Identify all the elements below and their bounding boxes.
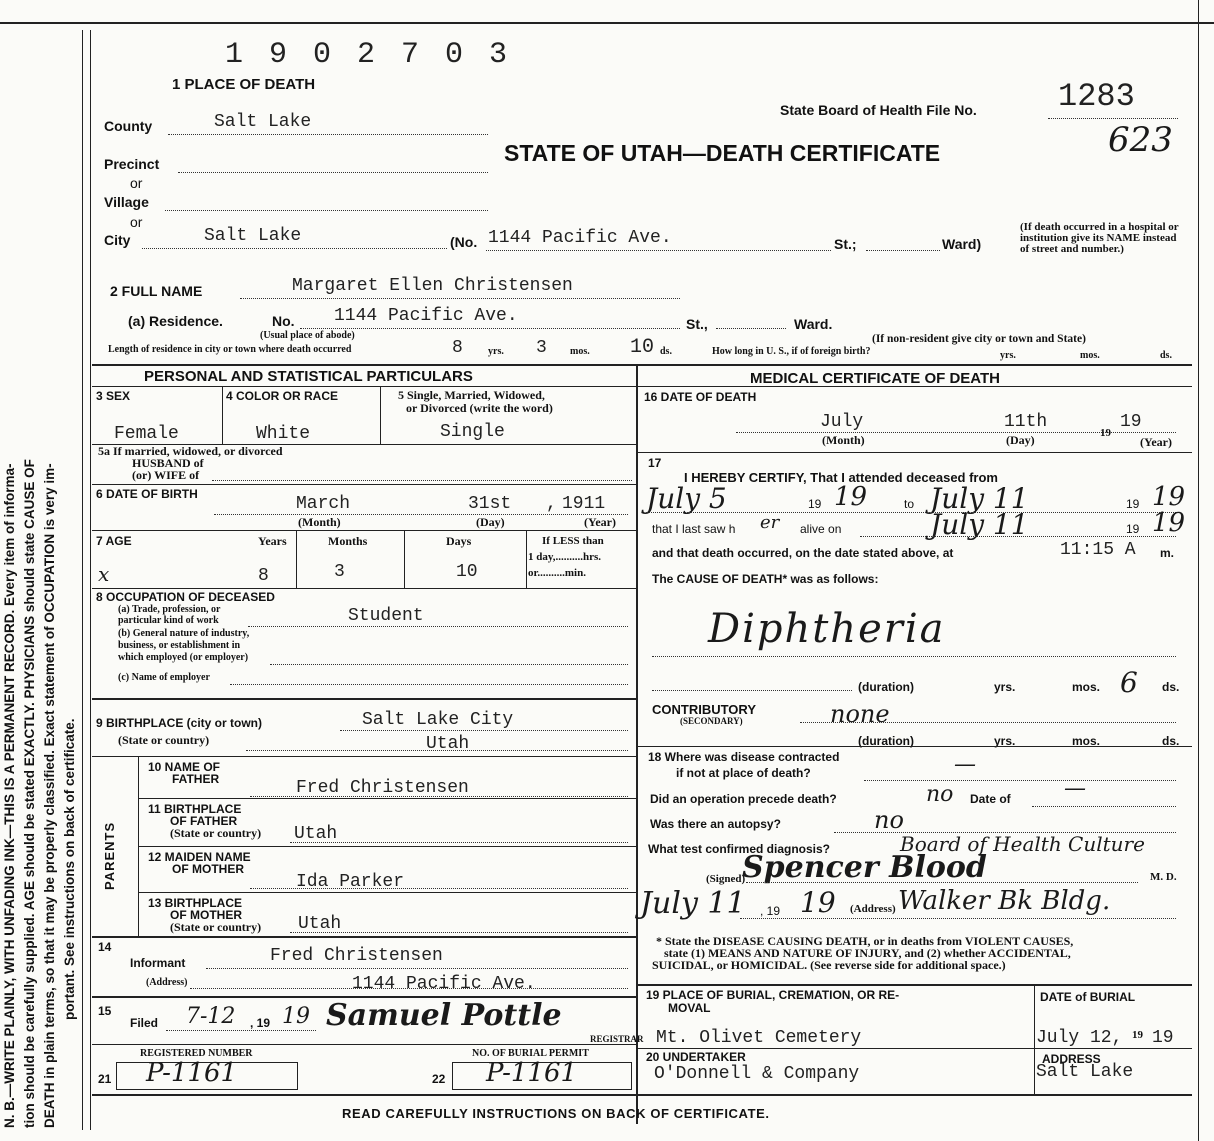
footnote-3: SUICIDAL, or HOMICIDAL. (See reverse side for additional space.)	[652, 958, 1006, 972]
marital-label-1: 5 Single, Married, Widowed,	[398, 388, 545, 402]
filed-year: 19	[282, 1004, 310, 1029]
operation-label: Did an operation precede death?	[650, 792, 837, 806]
top-border	[0, 22, 1214, 24]
alive-label: alive on	[800, 522, 842, 536]
margin-line-3: DEATH in plain terms, so that it may be properly classified. Exact statement of OCCUPATION is very im-	[42, 463, 57, 1128]
death-date-label: 16 DATE OF DEATH	[644, 390, 757, 404]
occ-a-2: particular kind of work	[118, 615, 219, 626]
footnote-2: state (1) MEANS AND NATURE OF INJURY, and (2) whether ACCIDENTAL,	[664, 946, 1071, 960]
precinct-label: Precinct	[104, 156, 160, 172]
occ-b-3: which employed (or employer)	[118, 652, 249, 663]
village-label: Village	[104, 194, 149, 210]
length-mos: 3	[536, 338, 547, 358]
column-divider	[636, 364, 638, 1124]
father-bp-label-1: 11 BIRTHPLACE	[148, 802, 242, 816]
age-mark: x	[98, 562, 110, 586]
or-1: or	[130, 175, 143, 191]
margin-line-1: N. B.—WRITE PLAINLY, WITH UNFADING INK—THIS IS A PERMANENT RECORD. Every item of informa-	[2, 463, 17, 1128]
hospital-note: (If death occurred in a hospital or institution give its NAME instead of street and number.)	[1020, 221, 1179, 255]
dob-year-caption: (Year)	[584, 515, 616, 529]
operation-date-label: Date of	[970, 792, 1011, 806]
to-label: to	[904, 497, 915, 511]
residence-no-label: No.	[272, 313, 295, 329]
registered-number-no: 21	[98, 1072, 112, 1086]
nonresident-note: (If non-resident give city or town and State)	[872, 333, 1086, 345]
occupation-value: Student	[348, 606, 424, 626]
death-year-prefix: 19	[1100, 427, 1111, 439]
age-years-label: Years	[258, 534, 287, 548]
informant-address: 1144 Pacific Ave.	[352, 974, 536, 994]
spouse-label-2: HUSBAND of	[132, 456, 204, 470]
attended-to: July 11	[930, 482, 1029, 515]
or-2: or	[130, 214, 143, 230]
certify-label: I HEREBY CERTIFY, That I attended deceased from	[684, 470, 998, 485]
dob-day-caption: (Day)	[476, 515, 505, 529]
sex-label: 3 SEX	[96, 389, 131, 403]
residence-st-label: St.,	[686, 316, 708, 332]
mother-name-label-1: 12 MAIDEN NAME	[148, 850, 251, 864]
cause-value: Diphtheria	[708, 606, 946, 652]
dob-year-prefix: ,	[546, 494, 557, 514]
to-year: 19	[1152, 482, 1186, 512]
undertaker-label: 20 UNDERTAKER	[646, 1050, 746, 1064]
last-saw-year-prefix: 19	[1126, 522, 1140, 536]
test-value: Board of Health Culture	[900, 832, 1145, 856]
last-saw-year: 19	[1152, 508, 1186, 538]
age-label: 7 AGE	[96, 534, 132, 548]
residence-label: (a) Residence.	[128, 313, 223, 329]
operation-value: no	[926, 782, 954, 807]
file-no-2: 623	[1108, 120, 1173, 160]
county-label: County	[104, 118, 153, 134]
burial-permit: P-1161	[486, 1058, 578, 1088]
contrib-yrs-label: yrs.	[994, 734, 1016, 748]
residence-ward-label: Ward.	[794, 316, 833, 332]
birthplace-city: Salt Lake City	[362, 710, 514, 730]
us-yrs: yrs.	[1000, 350, 1016, 361]
spouse-label-3: (or) WIFE of	[132, 468, 200, 482]
mother-bp-label-1: 13 BIRTHPLACE	[148, 896, 243, 910]
occ-b-1: (b) General nature of industry,	[118, 628, 250, 639]
contracted-label-1: 18 Where was disease contracted	[648, 750, 840, 764]
father-name: Fred Christensen	[296, 778, 469, 798]
file-no: 1283	[1058, 78, 1135, 115]
mother-bp-label-2: OF MOTHER	[170, 908, 242, 922]
place-of-death-label: 1 PLACE OF DEATH	[172, 76, 316, 93]
informant-number: 14	[98, 940, 112, 954]
dob-label: 6 DATE OF BIRTH	[96, 487, 198, 501]
usual-place-caption: (Usual place of abode)	[260, 330, 355, 341]
father-bp-label-3: (State or country)	[170, 826, 262, 840]
sign-year: 19	[800, 886, 836, 919]
undertaker-value: O'Donnell & Company	[654, 1064, 860, 1084]
us-label: How long in U. S., if of foreign birth?	[712, 346, 871, 357]
md-label: M. D.	[1150, 871, 1177, 883]
contrib-mos-label: mos.	[1072, 734, 1101, 748]
filed-label: Filed	[130, 1016, 159, 1030]
sign-year-prefix: , 19	[760, 904, 781, 918]
marital-value: Single	[440, 422, 505, 442]
burial-permit-label: NO. OF BURIAL PERMIT	[472, 1048, 589, 1059]
occ-a-1: (a) Trade, profession, or	[118, 604, 221, 615]
filed-number: 15	[98, 1004, 112, 1018]
dob-month: March	[296, 494, 351, 514]
length-yrs-label: yrs.	[488, 346, 504, 357]
registrar-label: REGISTRAR	[590, 1034, 644, 1044]
test-label: What test confirmed diagnosis?	[648, 842, 831, 856]
occ-b-2: business, or establishment in	[118, 640, 241, 651]
last-saw-label: that I last saw h	[652, 522, 736, 536]
street-no-label: (No.	[450, 234, 478, 250]
margin-line-2: tion should be carefully supplied. AGE should be stated EXACTLY. PHYSICIANS should state CAUSE OF	[22, 459, 37, 1128]
right-border	[1198, 0, 1199, 1141]
mother-bp-label-3: (State or country)	[170, 920, 262, 934]
color-label: 4 COLOR OR RACE	[226, 389, 339, 403]
age-less-3: or..........min.	[528, 567, 586, 579]
dob-month-caption: (Month)	[298, 515, 341, 529]
cause-yrs-label: yrs.	[994, 680, 1016, 694]
mother-bp: Utah	[298, 914, 342, 934]
parents-label: PARENTS	[102, 821, 117, 890]
us-ds: ds.	[1160, 350, 1172, 361]
sign-date: July 11	[640, 886, 746, 921]
burial-place: Mt. Olivet Cemetery	[656, 1028, 862, 1048]
occupation-label: 8 OCCUPATION OF DECEASED	[96, 590, 275, 604]
cause-mos-label: mos.	[1072, 680, 1101, 694]
age-days: 10	[456, 562, 478, 582]
informant-address-label: (Address)	[146, 977, 188, 988]
left-border-outer	[82, 30, 83, 1130]
death-time: 11:15 A	[1060, 540, 1136, 560]
length-ds: 10	[630, 336, 655, 359]
autopsy-value: no	[874, 806, 904, 834]
death-year: 19	[1120, 412, 1142, 432]
undertaker-address-label: ADDRESS	[1042, 1052, 1101, 1066]
contrib-ds-label: ds.	[1162, 734, 1180, 748]
death-time-label: and that death occurred, on the date stated above, at	[652, 546, 954, 560]
filed-year-prefix: , 19	[250, 1016, 271, 1030]
burial-date: July 12,	[1036, 1028, 1123, 1048]
contrib-duration-label: (duration)	[858, 734, 914, 748]
death-year-caption: (Year)	[1140, 435, 1172, 449]
signed-label: (Signed)	[706, 873, 746, 885]
father-name-label-2: FATHER	[172, 772, 220, 786]
contributory-value: none	[830, 700, 890, 728]
length-label: Length of residence in city or town where death occurred	[108, 344, 352, 355]
file-no-label: State Board of Health File No.	[780, 102, 977, 118]
cause-ds-label: ds.	[1162, 680, 1180, 694]
color-value: White	[256, 424, 311, 444]
informant-label: Informant	[130, 956, 186, 970]
sex-value: Female	[114, 424, 179, 444]
autopsy-label: Was there an autopsy?	[650, 817, 781, 831]
undertaker-address: Salt Lake	[1036, 1062, 1134, 1082]
from-year-prefix: 19	[808, 497, 822, 511]
mother-name-label-2: OF MOTHER	[172, 862, 244, 876]
last-saw-suffix: er	[760, 512, 780, 533]
cause-duration-label: (duration)	[858, 680, 914, 694]
length-yrs: 8	[452, 338, 463, 358]
burial-date-label: DATE of BURIAL	[1040, 990, 1136, 1004]
contracted-label-2: if not at place of death?	[676, 766, 811, 780]
personal-section-title: PERSONAL AND STATISTICAL PARTICULARS	[144, 368, 473, 385]
cause-duration-days: 6	[1120, 666, 1138, 699]
age-less-1: If LESS than	[542, 535, 604, 547]
ward-label: Ward)	[942, 236, 982, 252]
death-day-caption: (Day)	[1006, 433, 1035, 447]
county-value: Salt Lake	[214, 112, 312, 132]
margin-line-4: portant. See instructions on back of certificate.	[62, 718, 77, 1020]
dob-day: 31st	[468, 494, 512, 514]
marital-label-2: or Divorced (write the word)	[406, 401, 553, 415]
medical-section-title: MEDICAL CERTIFICATE OF DEATH	[750, 370, 1000, 387]
street-st-label: St.;	[834, 236, 857, 252]
dob-year: 1911	[562, 494, 606, 514]
certify-number: 17	[648, 456, 662, 470]
burial-year-prefix: 19	[1132, 1029, 1143, 1041]
city-label: City	[104, 232, 131, 248]
birthplace-state-label: (State or country)	[118, 733, 210, 747]
attended-from: July 5	[646, 482, 727, 515]
last-saw-date: July 11	[930, 508, 1029, 541]
registered-number-label: REGISTERED NUMBER	[140, 1048, 253, 1059]
footnote-1: * State the DISEASE CAUSING DEATH, or in deaths from VIOLENT CAUSES,	[656, 934, 1074, 948]
city-value: Salt Lake	[204, 226, 302, 246]
from-year: 19	[834, 482, 868, 512]
age-days-label: Days	[446, 534, 472, 548]
left-border-inner	[90, 30, 91, 1130]
residence-value: 1144 Pacific Ave.	[334, 306, 518, 326]
secondary-label: (SECONDARY)	[680, 716, 743, 726]
operation-date: —	[1064, 776, 1086, 801]
birthplace-state: Utah	[426, 734, 470, 754]
father-name-label-1: 10 NAME OF	[148, 760, 221, 774]
age-years: 8	[258, 566, 269, 586]
death-day: 11th	[1004, 412, 1048, 432]
registered-number: P-1161	[146, 1058, 238, 1088]
us-mos: mos.	[1080, 350, 1100, 361]
stamp-number: 1 9 0 2 7 0 3	[225, 38, 512, 72]
spouse-label-1: 5a If married, widowed, or divorced	[98, 444, 283, 458]
burial-place-label-2: MOVAL	[668, 1001, 711, 1015]
footer-instructions: READ CAREFULLY INSTRUCTIONS ON BACK OF CERTIFICATE.	[342, 1106, 770, 1121]
informant-value: Fred Christensen	[270, 946, 443, 966]
father-bp-label-2: OF FATHER	[170, 814, 238, 828]
age-less-2: 1 day,..........hrs.	[528, 551, 602, 563]
age-months-label: Months	[328, 534, 368, 548]
contracted-value: —	[954, 752, 976, 777]
full-name-value: Margaret Ellen Christensen	[292, 276, 573, 296]
mother-name: Ida Parker	[296, 872, 405, 892]
length-mos-label: mos.	[570, 346, 590, 357]
occ-c: (c) Name of employer	[118, 672, 210, 683]
age-months: 3	[334, 562, 345, 582]
physician-signature: Spencer Blood	[742, 850, 987, 885]
street-value: 1144 Pacific Ave.	[488, 228, 672, 248]
cause-label: The CAUSE OF DEATH* was as follows:	[652, 572, 879, 586]
registrar-signature: Samuel Pottle	[326, 998, 562, 1033]
death-month: July	[820, 412, 864, 432]
physician-address: Walker Bk Bldg.	[898, 886, 1111, 916]
to-year-prefix: 19	[1126, 497, 1140, 511]
burial-place-label-1: 19 PLACE OF BURIAL, CREMATION, OR RE-	[646, 988, 900, 1002]
sign-address-label: (Address)	[850, 903, 896, 915]
death-time-m: m.	[1160, 546, 1175, 560]
father-bp: Utah	[294, 824, 338, 844]
death-month-caption: (Month)	[822, 433, 865, 447]
certificate-title: STATE OF UTAH—DEATH CERTIFICATE	[504, 140, 941, 166]
full-name-label: 2 FULL NAME	[110, 283, 203, 299]
contributory-label: CONTRIBUTORY	[652, 702, 756, 717]
birthplace-label: 9 BIRTHPLACE (city or town)	[96, 716, 263, 730]
burial-year: 19	[1152, 1028, 1174, 1048]
length-ds-label: ds.	[660, 346, 672, 357]
burial-permit-no: 22	[432, 1072, 446, 1086]
filed-date: 7-12	[186, 1004, 236, 1029]
